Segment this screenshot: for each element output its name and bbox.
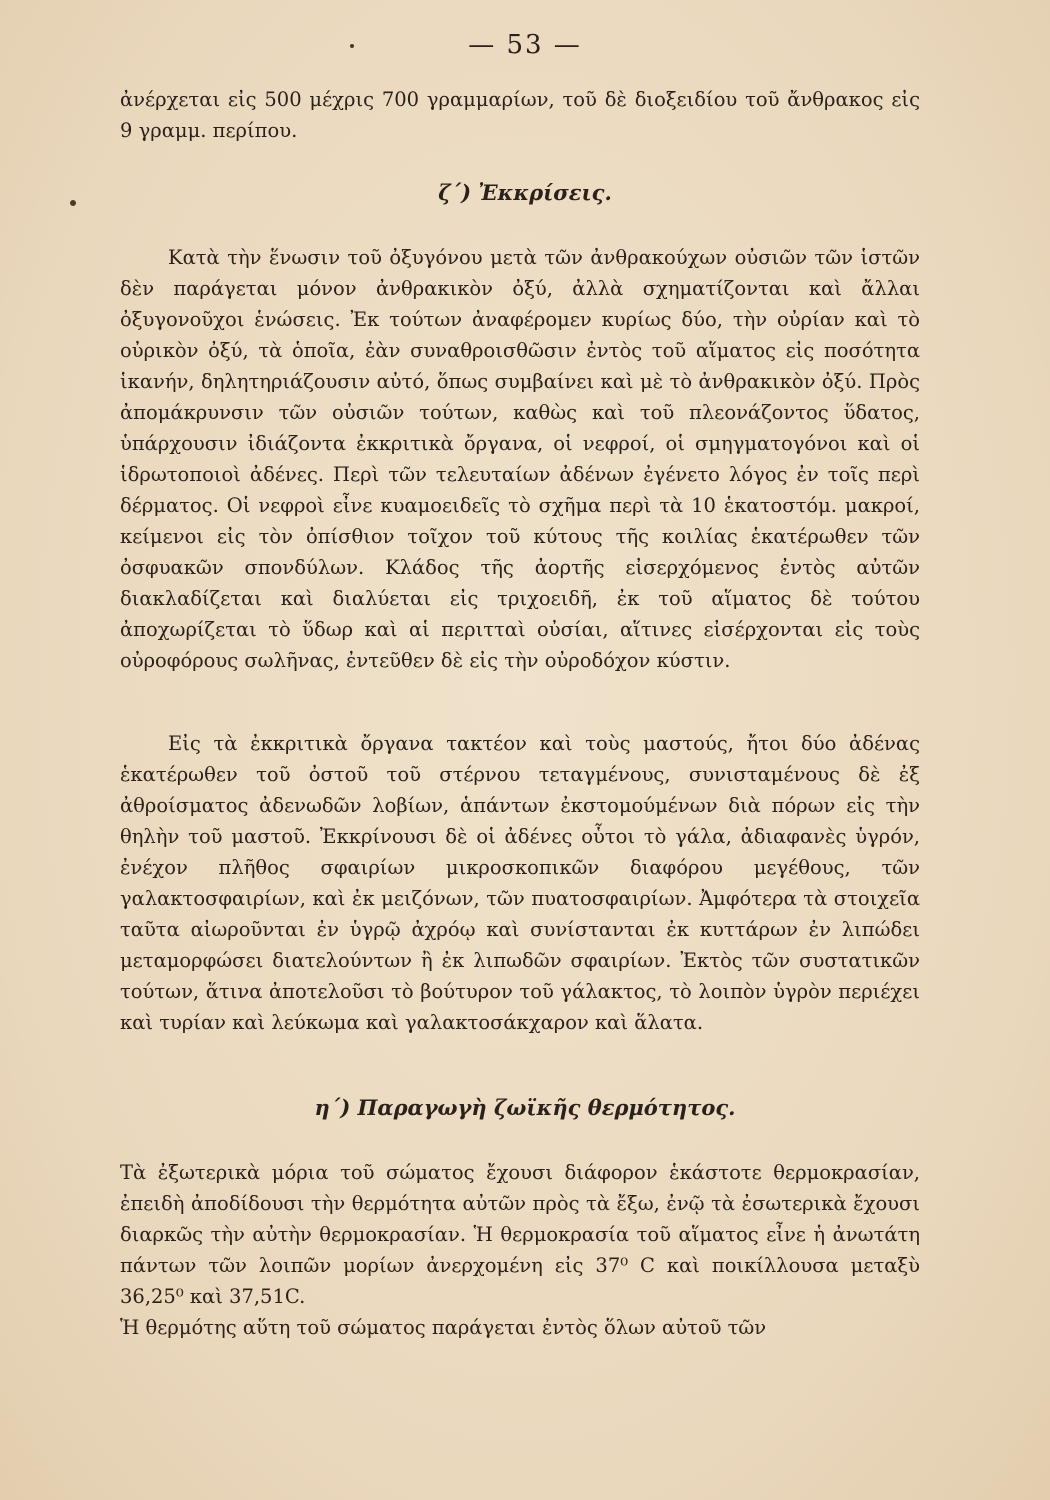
paragraph-body-heat xyxy=(120,1157,920,1343)
paragraph-secretions: Κατὰ τὴν ἕνωσιν τοῦ ὀξυγόνου μετὰ τῶν ἀνθρακούχων οὐσιῶν τῶν ἱστῶν δὲν παράγεται μόνον ἀνθρακικὸν ὀξύ, ἀλλὰ σχηματίζονται καὶ ἄλλαι ὀξυγονοῦχοι ἑνώσεις. Ἐκ τούτων ἀναφέρομεν κυρίως δύο, τὴν οὐρίαν καὶ τὸ οὐρικὸν ὀξύ, τὰ ὁποῖα, ἐὰν συναθροισθῶσιν ἐντὸς τοῦ αἵματος εἰς ποσότητα ἱκανήν, δηλητηριάζουσιν αὐτό, ὅπως συμβαίνει καὶ μὲ τὸ ἀνθρακικὸν ὀξύ. Πρὸς ἀπομάκρυνσιν τῶν οὐσιῶν τούτων, καθὼς καὶ τοῦ πλεονάζοντος ὕδατος, ὑπάρχουσιν ἰδιάζοντα ἐκκριτικὰ ὄργανα, οἱ νεφροί, οἱ σμηγματογόνοι καὶ οἱ ἱδρωτοποιοὶ ἀδένες. Περὶ τῶν τελευταίων ἀδένων ἐγένετο λόγος ἐν τοῖς περὶ δέρματος. Οἱ νεφροὶ εἶνε κυαμοειδεῖς τὸ σχῆμα περὶ τὰ 10 ἑκατοστόμ. μακροί, κείμενοι εἰς τὸν ὀπίσθιον τοῖχον τοῦ κύτους τῆς κοιλίας ἑκατέρωθεν τῶν ὀσφυακῶν σπονδύλων. Κλάδος τῆς ἀορτῆς εἰσερχόμενος ἐντὸς αὐτῶν διακλαδίζεται καὶ διαλύεται εἰς τριχοειδῆ, ἐκ τοῦ αἵματος δὲ τούτου ἀποχωρίζεται τὸ ὕδωρ καὶ αἱ περιτταὶ οὐσίαι, αἵτινες εἰσέρχονται εἰς τοὺς οὐροφόρους σωλῆνας, ἐντεῦθεν δὲ εἰς τὴν οὐροδόχον κύστιν. xyxy=(120,246,920,672)
paragraph-temperature: Τὰ ἐξωτερικὰ μόρια τοῦ σώματος ἔχουσι διάφορον ἑκάστοτε θερμοκρασίαν, ἐπειδὴ ἀποδίδουσι τὴν θερμότητα αὐτῶν πρὸς τὰ ἔξω, ἐνῷ τὰ ἐσωτερικὰ ἔχουσι διαρκῶς τὴν αὐτὴν θερμοκρασίαν. Ἡ θερμοκρασία τοῦ αἵματος εἶνε ἡ ἀνωτάτη πάντων τῶν λοιπῶν μορίων ἀνερχομένη εἰς 37⁰ C καὶ ποικίλλουσα μεταξὺ 36,25⁰ καὶ 37,51C. xyxy=(120,1161,920,1308)
section-heading-secretions: ζ΄) Ἐκκρίσεις. xyxy=(438,180,612,205)
paragraph-mammary-glands: Εἰς τὰ ἐκκριτικὰ ὄργανα τακτέον καὶ τοὺς μαστούς, ἤτοι δύο ἀδένας ἑκατέρωθεν τοῦ ὀστοῦ τοῦ στέρνου τεταγμένους, συνισταμένους δὲ ἐξ ἀθροίσματος ἀδενωδῶν λοβίων, ἁπάντων ἐκστομούμένων διὰ πόρων εἰς τὴν θηλὴν τοῦ μαστοῦ. Ἐκκρίνουσι δὲ οἱ ἀδένες οὗτοι τὸ γάλα, ἀδιαφανὲς ὑγρόν, ἐνέχον πλῆθος σφαιρίων μικροσκοπικῶν διαφόρου μεγέθους, τῶν γαλακτοσφαιρίων, καὶ ἐκ μειζόνων, τῶν πυατοσφαιρίων. Ἀμφότερα τὰ στοιχεῖα ταῦτα αἰωροῦνται ἐν ὑγρῷ ἀχρόῳ καὶ συνίστανται ἐκ κυττάρων ἐν λιπώδει μεταμορφώσει διατελούντων ἢ ἐκ λιπωδῶν σφαιρίων. Ἐκτὸς τῶν συστατικῶν τούτων, ἅτινα ἀποτελοῦσι τὸ βούτυρον τοῦ γάλακτος, τὸ λοιπὸν ὑγρὸν περιέχει καὶ τυρίαν καὶ λεύκωμα καὶ γαλακτοσάκχαρον καὶ ἅλατα. xyxy=(120,732,920,1034)
paragraph-heat-production: Ἡ θερμότης αὕτη τοῦ σώματος παράγεται ἐντὸς ὅλων αὐτοῦ τῶν xyxy=(120,1316,767,1339)
page-number: — 53 — xyxy=(468,30,582,60)
section-heading-body-heat: η΄) Παραγωγὴ ζωϊκῆς θερμότητος. xyxy=(314,1095,736,1120)
paragraph-continuation: ἀνέρχεται εἰς 500 μέχρις 700 γραμμαρίων, τοῦ δὲ διοξειδίου τοῦ ἄνθρακος εἰς 9 γραμμ. περίπου. xyxy=(120,88,920,142)
